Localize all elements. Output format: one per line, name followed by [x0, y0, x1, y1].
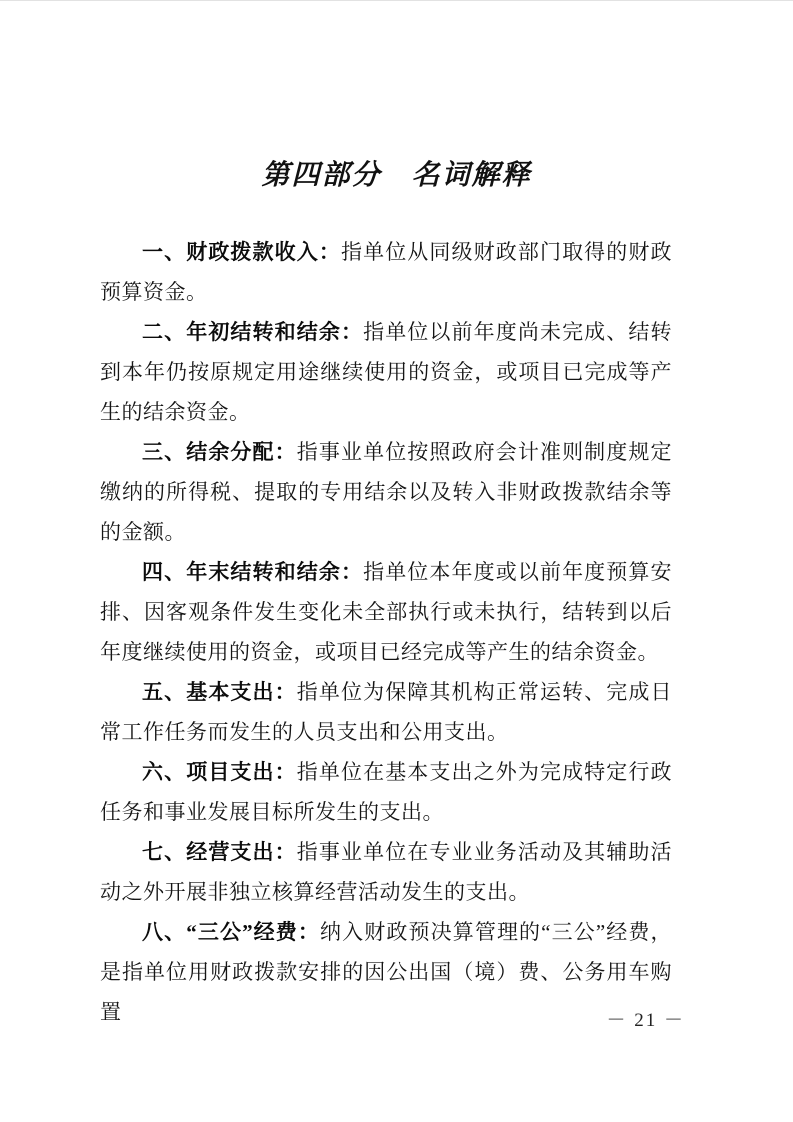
glossary-definition: 指单位从同级财政部门取得的财政预算资金。 [100, 240, 673, 304]
glossary-term: 六、项目支出： [142, 760, 297, 784]
glossary-definition: 指单位以前年度尚未完成、结转到本年仍按原规定用途继续使用的资金，或项目已完成等产生的结余资金。 [100, 320, 673, 424]
glossary-definition: 指事业单位按照政府会计准则制度规定缴纳的所得税、提取的专用结余以及转入非财政拨款结余等的金额。 [100, 440, 673, 544]
glossary-item-2 [100, 312, 672, 432]
glossary-definition: 纳入财政预决算管理的“三公”经费，是指单位用财政拨款安排的因公出国（境）费、公务用车购置 [100, 920, 673, 1024]
glossary-item-1 [100, 232, 672, 312]
glossary-item-3 [100, 432, 672, 552]
glossary-term: 五、基本支出： [142, 680, 297, 704]
glossary-item-8 [100, 912, 672, 1032]
glossary-definition: 指单位为保障其机构正常运转、完成日常工作任务而发生的人员支出和公用支出。 [100, 680, 673, 744]
glossary-content [100, 232, 672, 1032]
glossary-definition: 指事业单位在专业业务活动及其辅助活动之外开展非独立核算经营活动发生的支出。 [100, 840, 673, 904]
glossary-term: 八、“三公”经费： [142, 920, 321, 944]
glossary-term: 四、年末结转和结余： [142, 560, 364, 584]
glossary-term: 二、年初结转和结余： [142, 320, 364, 344]
glossary-definition: 指单位本年度或以前年度预算安排、因客观条件发生变化未全部执行或未执行，结转到以后年度继续使用的资金，或项目已经完成等产生的结余资金。 [100, 560, 673, 664]
page-title: 第四部分 名词解释 [261, 160, 532, 191]
glossary-item-5 [100, 672, 672, 752]
glossary-term: 七、经营支出： [142, 840, 297, 864]
glossary-term: 三、结余分配： [142, 440, 297, 464]
page-number: － 21 － [606, 1010, 685, 1031]
glossary-definition: 指单位在基本支出之外为完成特定行政任务和事业发展目标所发生的支出。 [100, 760, 673, 824]
glossary-term: 一、财政拨款收入： [142, 240, 341, 264]
glossary-item-6 [100, 752, 672, 832]
glossary-item-4 [100, 552, 672, 672]
glossary-item-7 [100, 832, 672, 912]
